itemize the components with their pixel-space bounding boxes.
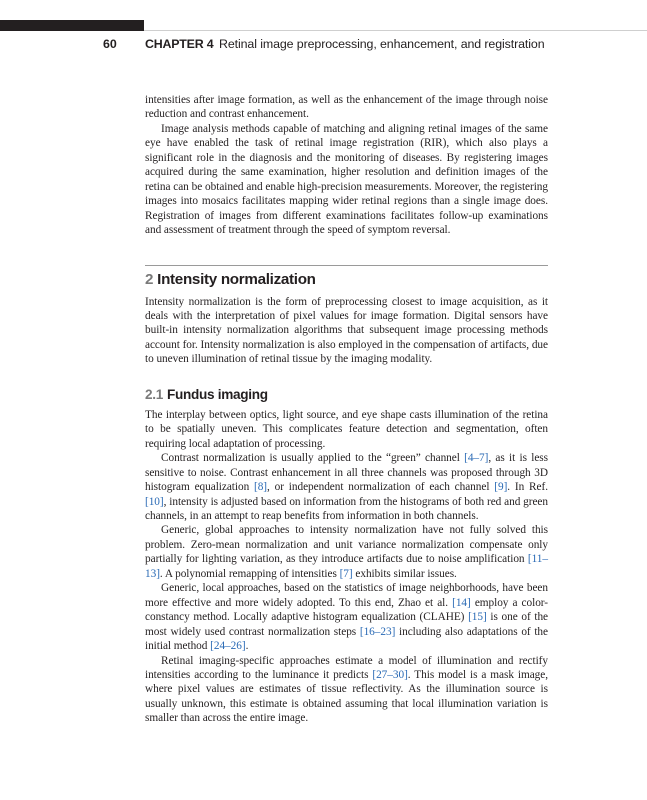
section-number: 2 bbox=[145, 270, 154, 288]
section-title: Intensity normalization bbox=[157, 270, 316, 288]
section-heading bbox=[145, 270, 548, 290]
header-rule bbox=[144, 30, 647, 31]
text-run: is one of the most widely used contrast normalization steps bbox=[145, 611, 549, 638]
text-run: , or independent normalization of each channel bbox=[267, 481, 495, 494]
text-run: including also adaptations of the initial method bbox=[145, 625, 548, 653]
chapter-title: Retinal image preprocessing, enhancement, and registration bbox=[219, 37, 545, 51]
subsection-paragraph-1: The interplay between optics, light source, and eye shape casts illumination of the retina to be spatially uneven. This complicates feature detection and segmentation, often requiring local adaptation of processing. bbox=[145, 408, 548, 450]
running-header bbox=[0, 35, 647, 53]
citation-link[interactable]: [27–30] bbox=[372, 668, 408, 681]
citation-link[interactable]: [7] bbox=[339, 567, 353, 580]
intro-paragraph-1: intensities after image formation, as well as the enhancement of the image through noise reduction and contrast enhancement. bbox=[145, 94, 548, 121]
text-run: Generic, global approaches to intensity normalization have not fully solved this problem. Zero-mean normalization and unit variance normalization compensate only partially for lighting variation, as they introduce artifacts due to noise amplification bbox=[145, 524, 548, 566]
text-run: . This model is a mask image, where pixel values are estimates of tissue reflectivity. As the illumination source is usually unknown, this estimate is obtained assuming that local illumination variation is smaller than across the entire image. bbox=[145, 668, 548, 725]
text-run: . bbox=[245, 640, 249, 653]
citation-link[interactable]: [16–23] bbox=[359, 625, 396, 638]
intro-paragraph-2: Image analysis methods capable of matching and aligning retinal images of the same eye have enabled the task of retinal image registration (RIR), which also plays a significant role in the diagnosis and the monitoring of diseases. By registering images acquired during the same examination, higher resolution and definition images of the retina can be obtained and enable high-precision measurements. Moreover, the registering images into mosaics facilitates mapping wider retinal regions than a single image does. Registration of images from different examinations facilitates follow-up examinations and assessment of treatment through the speed of symptom reversal. bbox=[145, 122, 548, 237]
citation-link[interactable]: [24–26] bbox=[210, 640, 246, 653]
text-run: Generic, local approaches, based on the statistics of image neighborhoods, have been more effective and more widely adopted. To this end, Zhao et al. bbox=[145, 582, 548, 609]
citation-link[interactable]: [4–7] bbox=[464, 452, 489, 465]
subsection-paragraph-3 bbox=[145, 523, 548, 581]
header-bar bbox=[0, 20, 144, 31]
citation-link[interactable]: [11–13] bbox=[145, 553, 548, 580]
subsection-title: Fundus imaging bbox=[167, 386, 268, 402]
text-run: . A polynomial remapping of intensities bbox=[159, 567, 340, 580]
subsection-heading bbox=[145, 386, 548, 403]
text-run: . In Ref. bbox=[507, 481, 548, 494]
citation-link[interactable]: [9] bbox=[494, 481, 508, 494]
section-divider bbox=[145, 265, 548, 266]
citation-link[interactable]: [8] bbox=[254, 481, 268, 494]
text-run: , as it is less sensitive to noise. Contrast enhancement in all three channels was proposed through 3D histogram equalization bbox=[145, 452, 548, 494]
subsection-paragraph-4 bbox=[145, 581, 548, 653]
subsection-paragraph-2 bbox=[145, 451, 548, 523]
text-run: Retinal imaging-specific approaches estimate a model of illumination and rectify intensities according to the luminance it predicts bbox=[145, 654, 548, 681]
citation-link[interactable]: [15] bbox=[468, 611, 487, 624]
text-run: , intensity is adjusted based on information from the histograms of both red and green channels, in an attempt to reap benefits from information in both channels. bbox=[145, 495, 548, 522]
subsection-number: 2.1 bbox=[145, 386, 163, 402]
text-run: employ a color-constancy method. Locally adaptive histogram equalization (CLAHE) bbox=[145, 596, 548, 624]
text-run: exhibits similar issues. bbox=[352, 567, 457, 580]
citation-link[interactable]: [14] bbox=[452, 596, 471, 609]
subsection-paragraph-5 bbox=[145, 654, 548, 726]
page-body bbox=[145, 93, 548, 726]
citation-link[interactable]: [10] bbox=[145, 495, 164, 508]
section-paragraph: Intensity normalization is the form of preprocessing closest to image acquisition, as it deals with the interpretation of pixel values for image formation. Digital sensors have built-in intensity normalization algorithms that subsequent image processing methods account for. Intensity normalization is also employed in the compensation of artifacts, due to uneven illumination of retinal tissue by the imaging modality. bbox=[145, 295, 548, 366]
chapter-label: CHAPTER 4 bbox=[145, 37, 214, 51]
page-number: 60 bbox=[103, 37, 117, 51]
text-run: Contrast normalization is usually applied to the “green” channel bbox=[161, 452, 465, 465]
